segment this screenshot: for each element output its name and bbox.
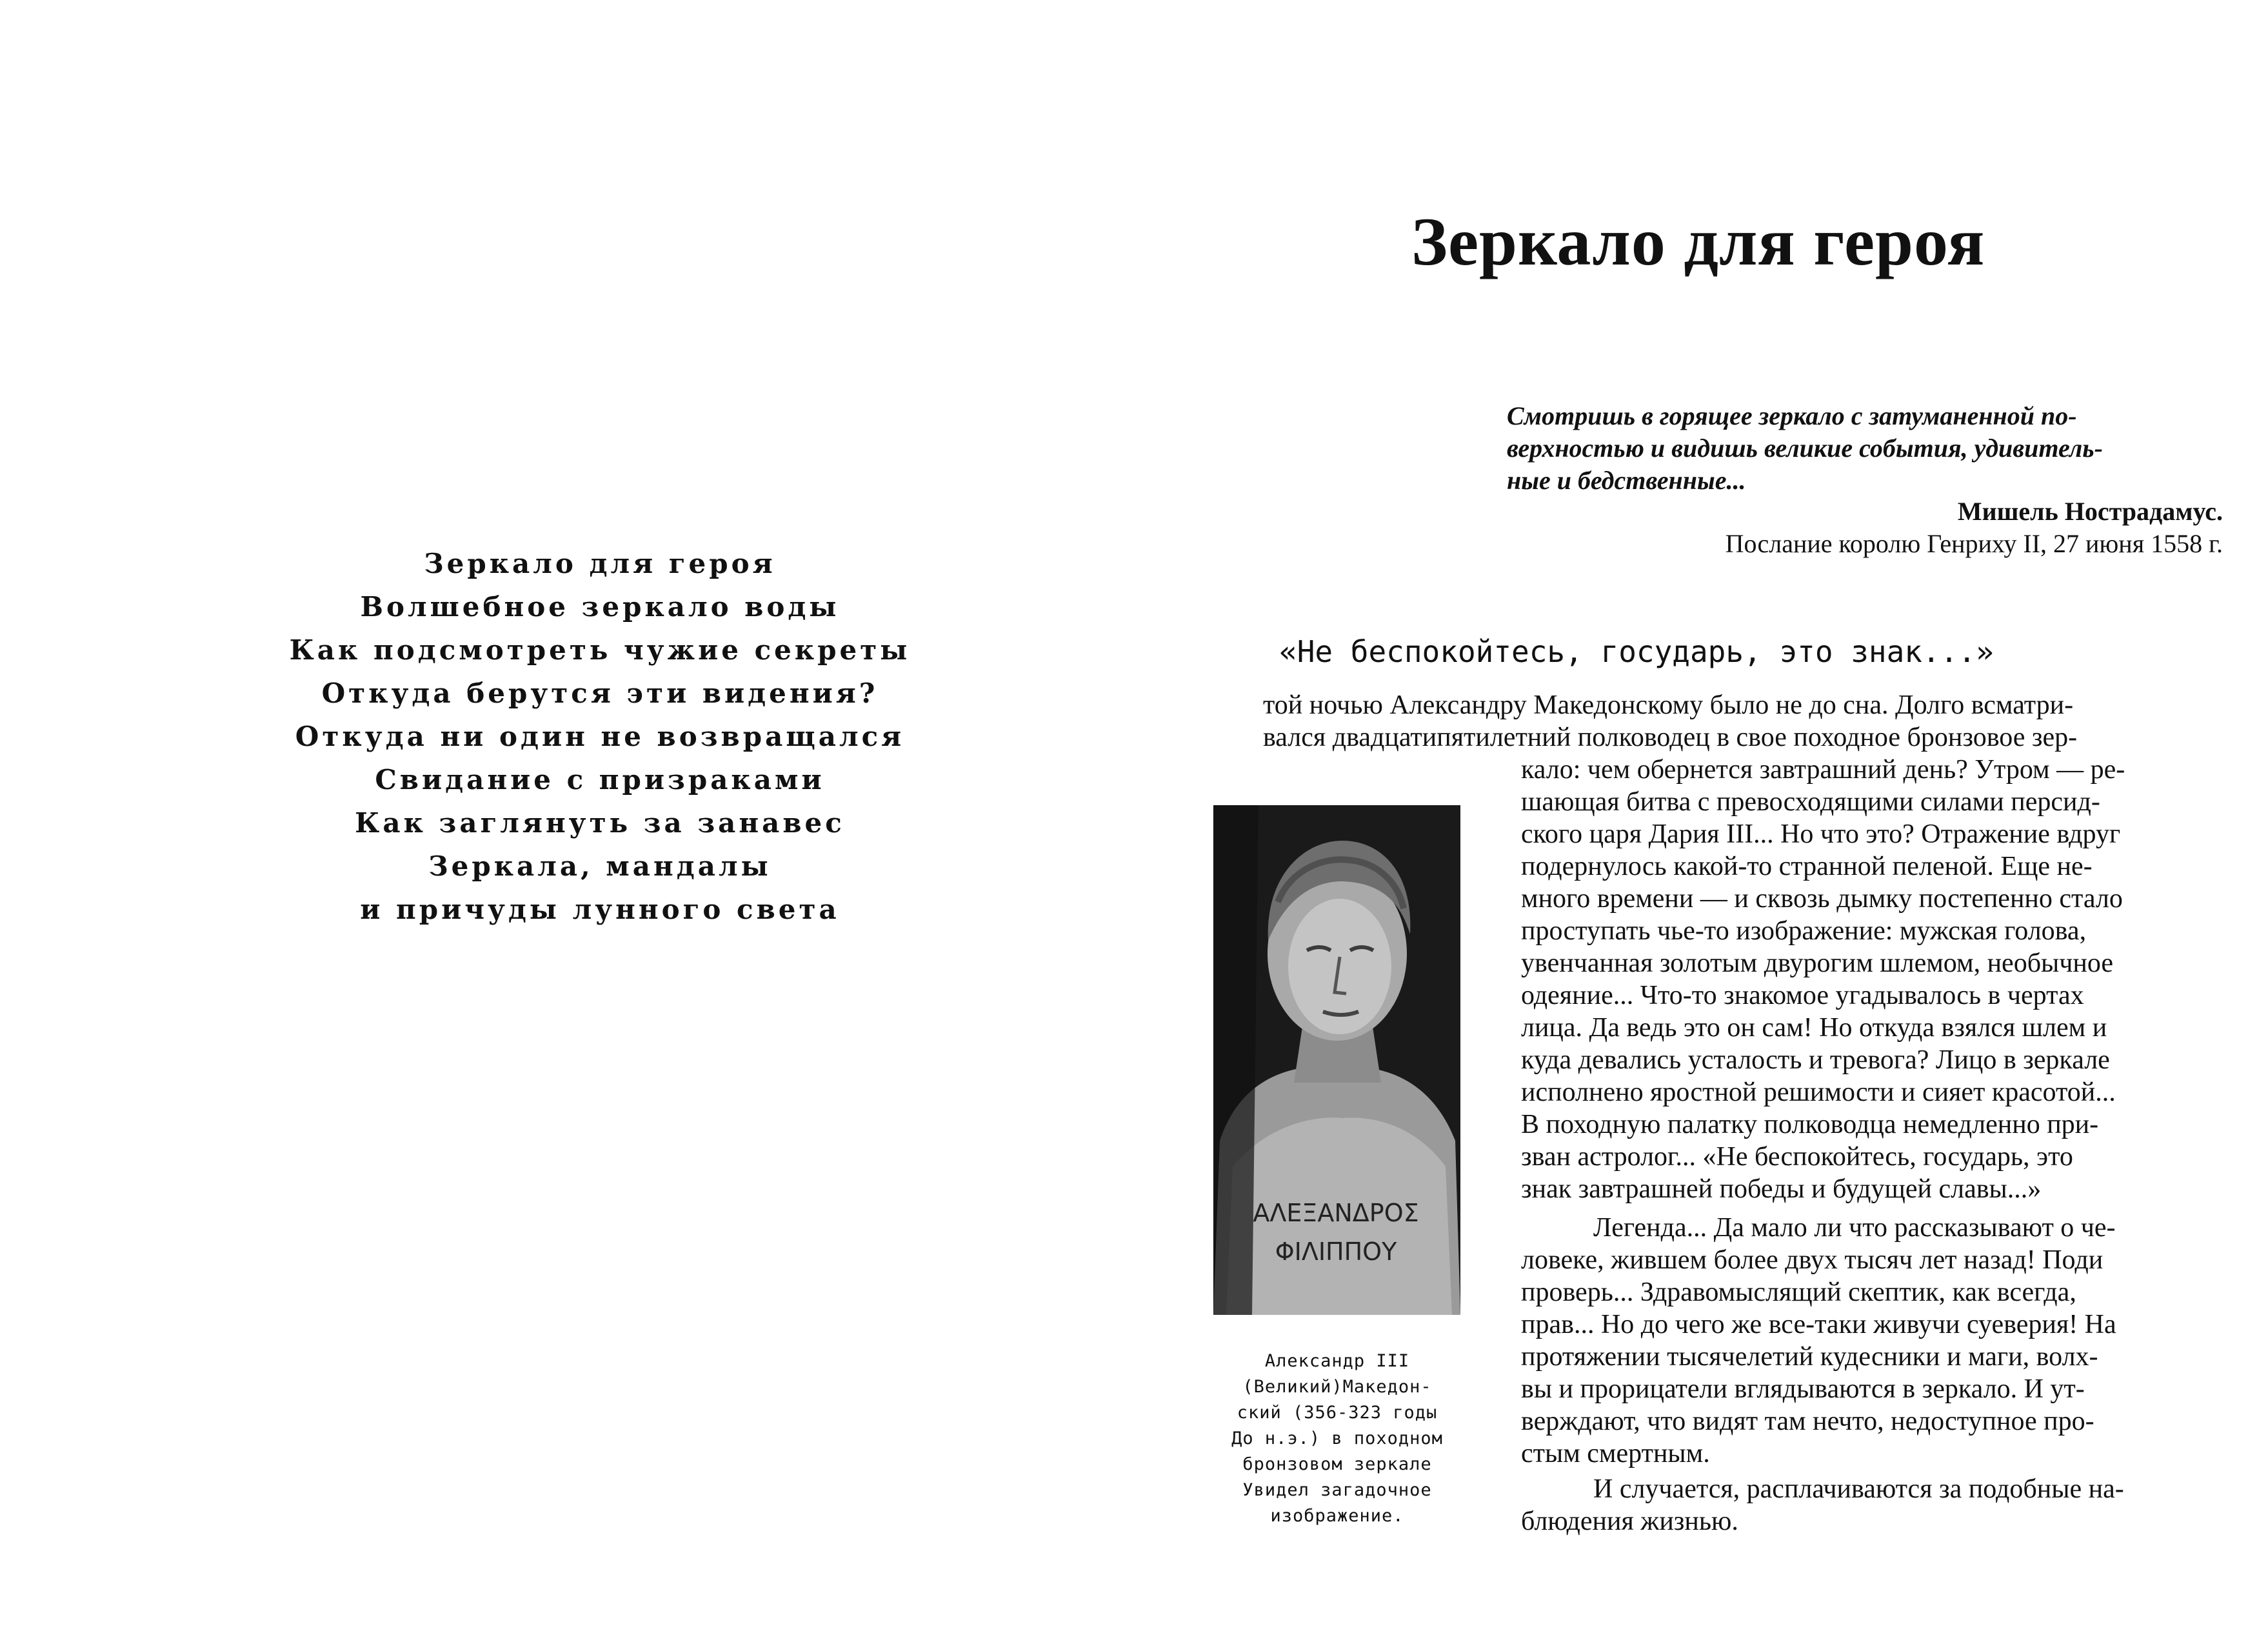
- toc-item[interactable]: Свидание с призраками: [375, 764, 825, 796]
- epigraph-author: Мишель Нострадамус.: [1957, 497, 2223, 526]
- body-line: увенчанная золотым двурогим шлемом, необычное: [1521, 948, 2114, 978]
- body-line: одеяние... Что-то знакомое угадывалось в чертах: [1521, 981, 2084, 1010]
- caption-line: бронзовом зеркале: [1242, 1454, 1432, 1474]
- epigraph-line: верхностью и видишь великие события, удивитель-: [1507, 434, 2103, 463]
- body-line: прав... Но до чего же все-таки живучи суеверия! На: [1521, 1310, 2116, 1339]
- epigraph: [1507, 400, 2223, 497]
- toc-item[interactable]: и причуды лунного света: [360, 894, 840, 925]
- chapter-title: Зеркало для героя: [1411, 204, 1985, 279]
- section-title: «Не беспокойтесь, государь, это знак...»: [1279, 634, 1994, 669]
- alexander-bust-photo: [1213, 805, 1460, 1315]
- body-line: ского царя Дария III... Но что это? Отражение вдруг: [1521, 819, 2121, 849]
- epigraph-line: Смотришь в горящее зеркало с затуманенной по-: [1507, 401, 2077, 430]
- body-line: протяжении тысячелетий кудесники и маги, волх-: [1521, 1342, 2098, 1372]
- body-line: блюдения жизнью.: [1521, 1507, 1738, 1536]
- toc-item[interactable]: Волшебное зеркало воды: [360, 591, 840, 623]
- inscription-line: ΦΙΛΙΠΠΟΥ: [1275, 1237, 1397, 1266]
- toc-item[interactable]: Откуда ни один не возвращался: [295, 721, 905, 752]
- toc-item[interactable]: Зеркала, мандалы: [428, 850, 771, 882]
- body-line: ловеке, жившем более двух тысяч лет назад! Поди: [1521, 1245, 2104, 1275]
- body-line: знак завтрашней победы и будущей славы...»: [1521, 1174, 2042, 1204]
- body-line: И случается, расплачиваются за подобные на-: [1593, 1474, 2124, 1504]
- toc-item[interactable]: Откуда берутся эти видения?: [321, 677, 879, 709]
- body-line: вался двадцатипятилетний полководец в свое походное бронзовое зер-: [1263, 723, 2078, 752]
- body-line: лица. Да ведь это он сам! Но откуда взялся шлем и: [1521, 1013, 2107, 1043]
- bust-illustration: [1213, 805, 1460, 1315]
- body-line: верждают, что видят там нечто, недоступное про-: [1521, 1407, 2094, 1436]
- epigraph-source: Послание королю Генриху II, 27 июня 1558 г.: [1725, 529, 2223, 558]
- body-line: исполнено яростной решимости и сияет красотой...: [1521, 1077, 2116, 1107]
- body-line: кало: чем обернется завтрашний день? Утром — ре-: [1521, 755, 2125, 785]
- body-line: шающая битва с превосходящими силами персид-: [1521, 787, 2100, 817]
- caption-line: изображение.: [1270, 1506, 1404, 1526]
- body-line: проступать чье-то изображение: мужская голова,: [1521, 916, 2087, 946]
- body-line: куда девались усталость и тревога? Лицо в зеркале: [1521, 1045, 2110, 1075]
- table-of-contents: [271, 542, 929, 931]
- body-line: зван астролог... «Не беспокойтесь, государь, это: [1521, 1142, 2073, 1172]
- caption-line: (Великий)Македон-: [1242, 1377, 1432, 1397]
- toc-item[interactable]: Как заглянуть за занавес: [355, 807, 845, 839]
- body-line: вы и прорицатели вглядываются в зеркало. И ут-: [1521, 1374, 2085, 1404]
- caption-line: ский (356-323 годы: [1237, 1403, 1438, 1423]
- toc-item[interactable]: Как подсмотреть чужие секреты: [289, 634, 911, 666]
- inscription-line: ΑΛΕΞΑΝΔΡΟΣ: [1253, 1199, 1419, 1227]
- body-line: много времени — и сквозь дымку постепенно стало: [1521, 884, 2123, 914]
- body-line: В походную палатку полководца немедленно при-: [1521, 1110, 2099, 1139]
- right-page: [1134, 0, 2268, 1642]
- image-caption: [1208, 1348, 1466, 1529]
- toc-item[interactable]: Зеркало для героя: [424, 548, 776, 579]
- body-line: проверь... Здравомыслящий скептик, как всегда,: [1521, 1277, 2076, 1307]
- caption-line: Увидел загадочное: [1242, 1480, 1432, 1500]
- body-line: Легенда... Да мало ли что рассказывают о че-: [1593, 1213, 2116, 1243]
- body-line: стым смертным.: [1521, 1439, 1710, 1468]
- caption-line: До н.э.) в походном: [1231, 1428, 1443, 1448]
- epigraph-line: ные и бедственные...: [1507, 466, 1746, 495]
- caption-line: Александр III: [1264, 1351, 1410, 1371]
- body-line: подернулось какой-то странной пеленой. Еще не-: [1521, 852, 2093, 881]
- body-line: той ночью Александру Македонскому было не до сна. Долго всматри-: [1263, 690, 2074, 720]
